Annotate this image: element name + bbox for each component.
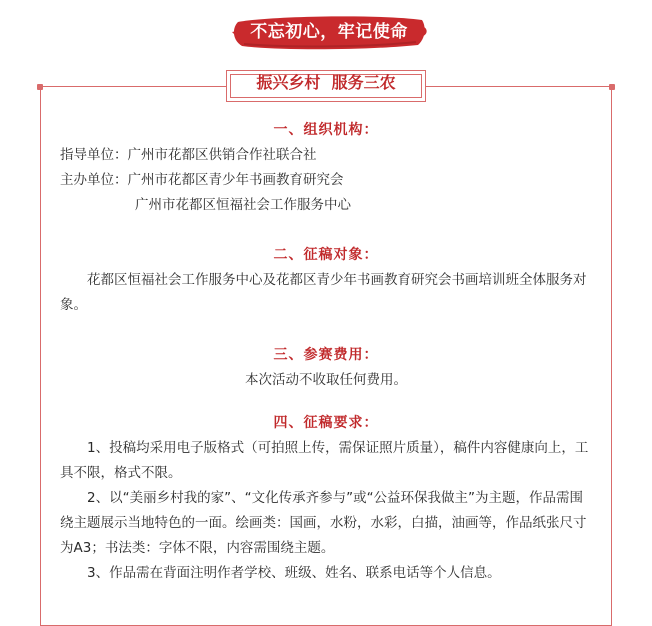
spacer bbox=[60, 393, 592, 411]
section-heading: 三、参赛费用： bbox=[273, 347, 379, 363]
host-unit-line-2: 广州市花都区恒福社会工作服务中心 bbox=[135, 197, 351, 213]
spacer bbox=[60, 318, 592, 343]
banner bbox=[230, 12, 428, 52]
banner-title: 不忘初心，牢记使命 bbox=[250, 22, 408, 42]
requirement-item: 1、投稿均采用电子版格式（可拍照上传，需保证照片质量），稿件内容健康向上，工具不限，格式不限。 bbox=[60, 440, 589, 481]
section-tab-title: 振兴乡村 服务三农 bbox=[256, 73, 396, 92]
requirement-item: 3、作品需在背面注明作者学校、班级、姓名、联系电话等个人信息。 bbox=[87, 565, 501, 581]
frame-corner-right bbox=[609, 84, 615, 90]
guide-unit-line: 指导单位：广州市花都区供销合作社联合社 bbox=[60, 147, 317, 163]
section-tab bbox=[226, 70, 426, 102]
requirement-item: 2、以“美丽乡村我的家”、“文化传承齐参与”或“公益环保我做主”为主题，作品需围绕主题展示当地特色的一面。绘画类：国画，水粉，水彩，白描，油画等，作品纸张尺寸为A3；书法类：字体不限，内容需围绕主题。 bbox=[60, 490, 587, 556]
document-body bbox=[60, 118, 592, 586]
spacer bbox=[60, 218, 592, 243]
frame-corner-left bbox=[37, 84, 43, 90]
section-heading: 一、组织机构： bbox=[273, 122, 379, 138]
paragraph: 花都区恒福社会工作服务中心及花都区青少年书画教育研究会书画培训班全体服务对象。 bbox=[60, 272, 587, 313]
section-heading: 二、征稿对象： bbox=[273, 247, 379, 263]
section-heading: 四、征稿要求： bbox=[273, 415, 379, 431]
fee-line: 本次活动不收取任何费用。 bbox=[245, 372, 407, 388]
host-unit-line: 主办单位：广州市花都区青少年书画教育研究会 bbox=[60, 172, 344, 188]
